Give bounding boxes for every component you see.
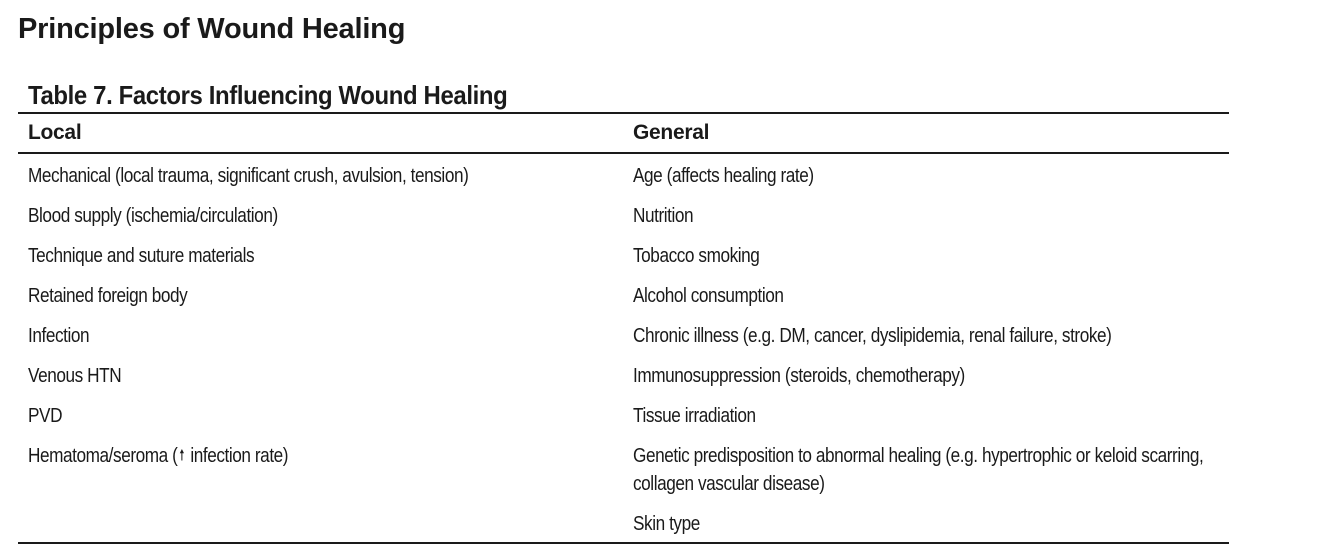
table-row	[18, 196, 1229, 236]
general-factor-text: Genetic predisposition to abnormal healing (e.g. hypertrophic or keloid scarring, collagen vascular disease)	[633, 445, 1204, 495]
table-row	[18, 236, 1229, 276]
local-factor	[18, 236, 623, 276]
general-factor	[623, 356, 1229, 396]
local-factor	[18, 196, 623, 236]
general-factor	[623, 276, 1229, 316]
factors-table	[18, 112, 1229, 544]
local-factor-text: Venous HTN	[28, 365, 122, 387]
local-factor	[18, 396, 623, 436]
table-row	[18, 436, 1229, 504]
general-factor-text: Alcohol consumption	[633, 285, 784, 307]
local-factor-text: Blood supply (ischemia/circulation)	[28, 205, 278, 227]
column-header-local: Local	[18, 113, 623, 153]
local-factor-prefix: Hematoma/seroma (	[28, 445, 178, 467]
local-factor	[18, 153, 623, 196]
table-row	[18, 276, 1229, 316]
general-factor	[623, 153, 1229, 196]
general-factor	[623, 316, 1229, 356]
local-factor-text: PVD	[28, 405, 63, 427]
local-factor	[18, 356, 623, 396]
table-row	[18, 504, 1229, 543]
general-factor-text: Nutrition	[633, 205, 694, 227]
local-factor	[18, 436, 623, 504]
general-factor-text: Tobacco smoking	[633, 245, 760, 267]
table-header-row	[18, 113, 1229, 153]
table-row	[18, 396, 1229, 436]
local-factor-empty	[18, 504, 623, 543]
table-caption: Table 7. Factors Influencing Wound Healing	[28, 80, 508, 110]
general-factor-text: Immunosuppression (steroids, chemotherapy)	[633, 365, 965, 387]
general-factor-text: Tissue irradiation	[633, 405, 756, 427]
general-factor	[623, 436, 1229, 504]
local-factor-text: Technique and suture materials	[28, 245, 255, 267]
general-factor	[623, 236, 1229, 276]
column-header-general: General	[623, 113, 1229, 153]
local-factor-text: Infection	[28, 325, 90, 347]
local-factor	[18, 276, 623, 316]
general-factor-text: Age (affects healing rate)	[633, 165, 814, 187]
general-factor	[623, 196, 1229, 236]
local-factor-text	[28, 442, 288, 470]
local-factor-suffix: infection rate)	[185, 445, 289, 467]
local-factor-text: Retained foreign body	[28, 285, 188, 307]
local-factor	[18, 316, 623, 356]
table-row	[18, 316, 1229, 356]
page-title: Principles of Wound Healing	[18, 13, 406, 45]
local-factor-text: Mechanical (local trauma, significant crush, avulsion, tension)	[28, 165, 469, 187]
factors-table-section	[18, 78, 1229, 544]
general-factor	[623, 396, 1229, 436]
general-factor	[623, 504, 1229, 543]
general-factor-text: Skin type	[633, 513, 700, 535]
table-row	[18, 356, 1229, 396]
up-arrow-icon: 🠕	[179, 447, 185, 464]
general-factor-text: Chronic illness (e.g. DM, cancer, dyslipidemia, renal failure, stroke)	[633, 325, 1112, 347]
table-row	[18, 153, 1229, 196]
